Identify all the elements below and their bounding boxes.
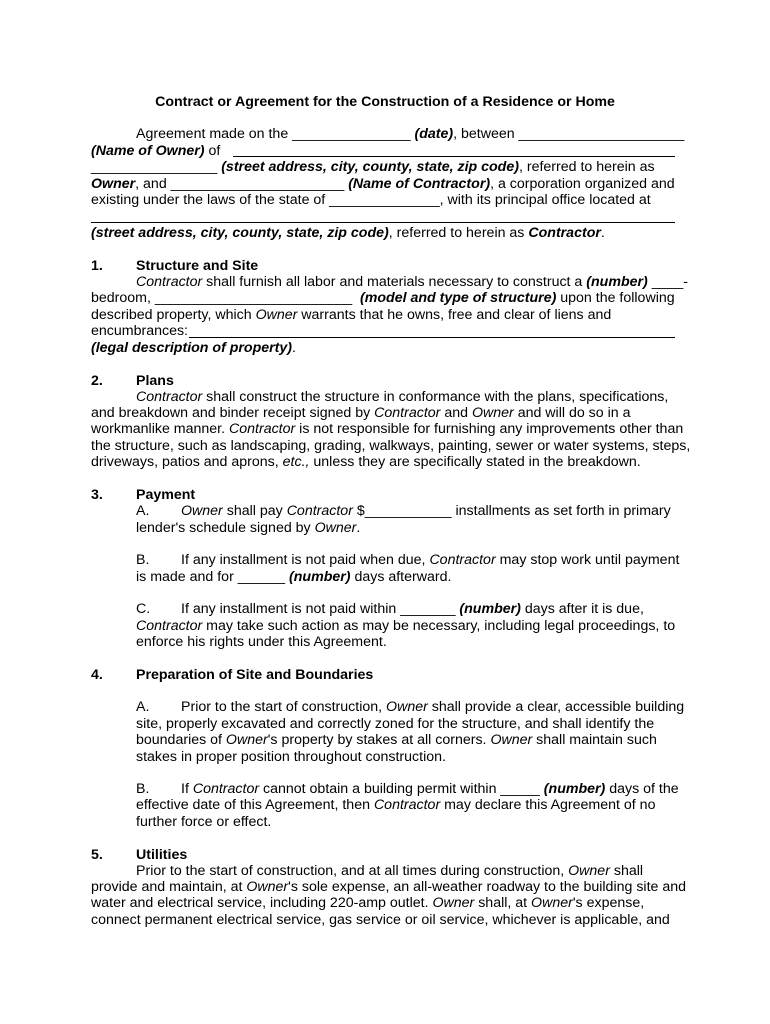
s3c-line-1: If any installment is not paid within _______ (number) days after it is due, (181, 601, 644, 617)
section-1-heading: Structure and Site (136, 258, 259, 274)
s4a-line-3: boundaries of Owner's property by stakes at all corners. Owner shall maintain such (136, 732, 657, 748)
s3b-line-2: is made and for ______ (number) days afterward. (136, 569, 452, 585)
s2-line-2: and breakdown and binder receipt signed by Contractor and Owner and will do so in a (91, 405, 631, 421)
s1-line-5: (legal description of property). (91, 340, 296, 356)
s3c-line-3: enforce his rights under this Agreement. (136, 634, 387, 650)
s3b-label: B. (136, 552, 150, 568)
s3b-line-1: If any installment is not paid when due, Contractor may stop work until payment (181, 552, 680, 568)
s2-line-4: the structure, such as landscaping, grading, walkways, painting, sewer or water systems, steps, (91, 438, 691, 454)
s4b-line-1: If Contractor cannot obtain a building permit within _____ (number) days of the (181, 781, 679, 797)
s3a-line-2: lender's schedule signed by Owner. (136, 520, 361, 536)
intro-line-1: Agreement made on the _______________ (date), between _____________________ (136, 126, 685, 142)
s4a-line-4: stakes in proper position throughout construction. (136, 749, 446, 765)
s1-line-1: Contractor shall furnish all labor and materials necessary to construct a (number) ____- (136, 274, 688, 290)
s4b-line-3: further force or effect. (136, 814, 272, 830)
s1-line-2: bedroom, _________________________ (model and type of structure) upon the following (91, 290, 675, 306)
s4b-line-2: effective date of this Agreement, then Contractor may declare this Agreement of no (136, 797, 656, 813)
intro-line-5: existing under the laws of the state of ______________, with its principal office located at (91, 192, 651, 208)
intro-line-4: Owner, and ______________________ (Name of Contractor), a corporation organized and (91, 176, 675, 192)
s2-line-3: workmanlike manner. Contractor is not responsible for furnishing any improvements other than (91, 421, 684, 437)
s1-line-4: encumbrances: (91, 323, 192, 339)
s3c-label: C. (136, 601, 151, 617)
s2-line-5: driveways, patios and aprons, etc., unless they are specifically stated in the breakdown. (91, 454, 641, 470)
section-4-number: 4. (91, 667, 103, 683)
s5-line-4: connect permanent electrical service, gas service or oil service, whichever is applicable, and (91, 912, 670, 928)
s4a-label: A. (136, 699, 150, 715)
section-5-heading: Utilities (136, 847, 188, 863)
section-5-number: 5. (91, 847, 103, 863)
s3a-label: A. (136, 503, 150, 519)
section-4-heading: Preparation of Site and Boundaries (136, 667, 374, 683)
s5-line-1: Prior to the start of construction, and at all times during construction, Owner shall (136, 863, 644, 879)
section-1-number: 1. (91, 258, 103, 274)
contractor-address-blank (91, 222, 675, 223)
s5-line-3: water and electrical service, including 220-amp outlet. Owner shall, at Owner's expense, (91, 895, 645, 911)
s5-line-2: provide and maintain, at Owner's sole expense, an all-weather roadway to the building site and (91, 879, 687, 895)
legal-description-blank (189, 337, 675, 338)
section-2-number: 2. (91, 373, 103, 389)
intro-line-2: (Name of Owner) of (91, 143, 221, 159)
intro-line-3: ________________ (street address, city, county, state, zip code), referred to herein as (91, 159, 655, 175)
s3c-line-2: Contractor may take such action as may be necessary, including legal proceedings, to (136, 618, 676, 634)
s1-line-3: described property, which Owner warrants that he owns, free and clear of liens and (91, 307, 612, 323)
section-3-heading: Payment (136, 487, 196, 503)
s4a-line-2: site, properly excavated and correctly zoned for the structure, and shall identify the (136, 716, 655, 732)
s4b-label: B. (136, 781, 150, 797)
intro-line-7: (street address, city, county, state, zip code), referred to herein as Contractor. (91, 225, 605, 241)
s3a-line-1: Owner shall pay Contractor $___________ installments as set forth in primary (181, 503, 671, 519)
section-2-heading: Plans (136, 373, 174, 389)
owner-address-blank (233, 156, 675, 157)
s2-line-1: Contractor shall construct the structure in conformance with the plans, specifications, (136, 389, 669, 405)
document-title: Contract or Agreement for the Construction of a Residence or Home (155, 94, 615, 110)
s4a-line-1: Prior to the start of construction, Owner shall provide a clear, accessible building (181, 699, 685, 715)
section-3-number: 3. (91, 487, 103, 503)
